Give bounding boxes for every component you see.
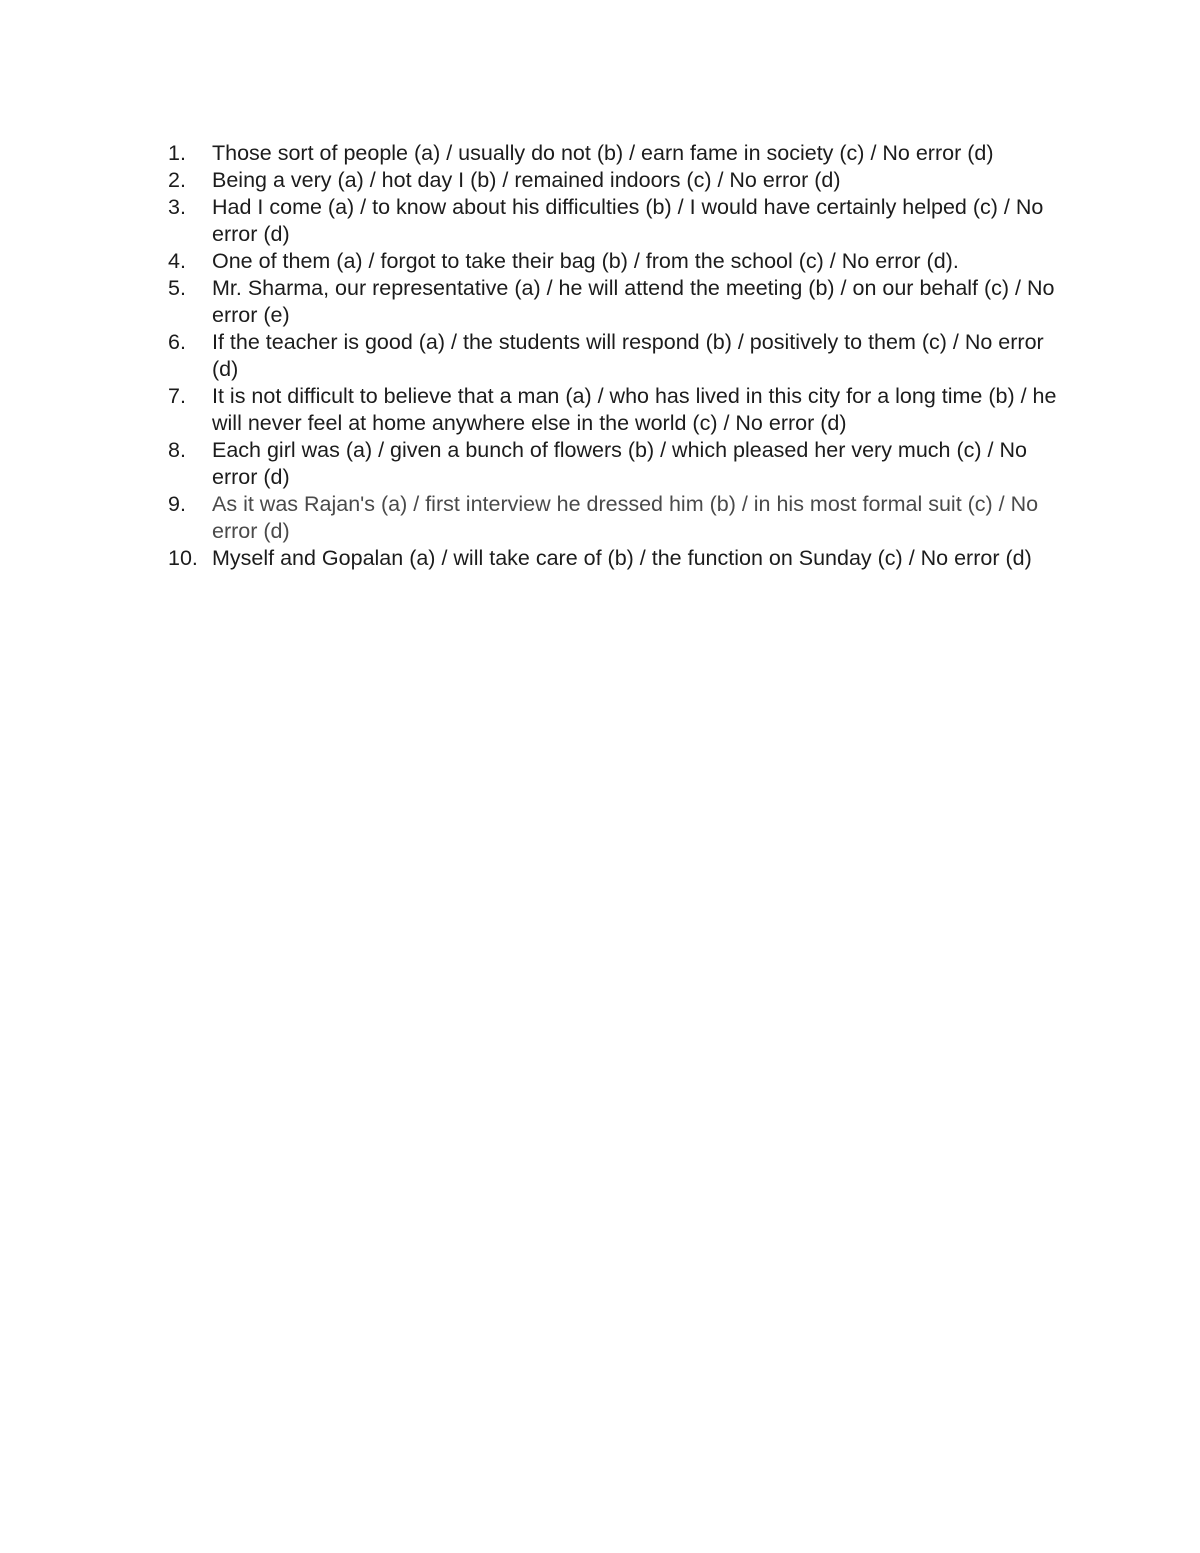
- question-number: 5.: [168, 276, 186, 300]
- question-text: Mr. Sharma, our representative (a) / he will attend the meeting (b) / on our behalf (c) / No error (e): [212, 276, 1055, 327]
- question-text: Being a very (a) / hot day I (b) / remained indoors (c) / No error (d): [212, 168, 841, 192]
- question-item-3: [168, 194, 1068, 248]
- question-item-5: [168, 275, 1068, 329]
- question-item-9: [168, 491, 1068, 545]
- question-number: 7.: [168, 384, 186, 408]
- question-item-7: [168, 383, 1068, 437]
- question-number: 8.: [168, 438, 186, 462]
- question-number: 1.: [168, 141, 186, 165]
- question-text: Had I come (a) / to know about his difficulties (b) / I would have certainly helped (c) / No error (d): [212, 195, 1044, 246]
- question-text: If the teacher is good (a) / the students will respond (b) / positively to them (c) / No error (d): [212, 330, 1044, 381]
- question-number: 10.: [168, 546, 198, 570]
- question-text: Myself and Gopalan (a) / will take care of (b) / the function on Sunday (c) / No error (d): [212, 546, 1032, 570]
- question-item-10: [168, 545, 1068, 572]
- question-text: Those sort of people (a) / usually do not (b) / earn fame in society (c) / No error (d): [212, 141, 994, 165]
- question-text: One of them (a) / forgot to take their bag (b) / from the school (c) / No error (d).: [212, 249, 959, 273]
- question-text: As it was Rajan's (a) / first interview he dressed him (b) / in his most formal suit (c) / No error (d): [212, 492, 1039, 543]
- question-number: 4.: [168, 249, 186, 273]
- question-number: 2.: [168, 168, 186, 192]
- question-item-4: [168, 248, 1068, 275]
- question-text: It is not difficult to believe that a man (a) / who has lived in this city for a long time (b) / he will never feel at home anywhere else in the world (c) / No error (d): [212, 384, 1057, 435]
- question-item-2: [168, 167, 1068, 194]
- question-item-6: [168, 329, 1068, 383]
- question-list: [168, 140, 1068, 572]
- question-text: Each girl was (a) / given a bunch of flowers (b) / which pleased her very much (c) / No error (d): [212, 438, 1027, 489]
- question-number: 9.: [168, 492, 186, 516]
- question-number: 6.: [168, 330, 186, 354]
- question-number: 3.: [168, 195, 186, 219]
- question-item-1: [168, 140, 1068, 167]
- question-item-8: [168, 437, 1068, 491]
